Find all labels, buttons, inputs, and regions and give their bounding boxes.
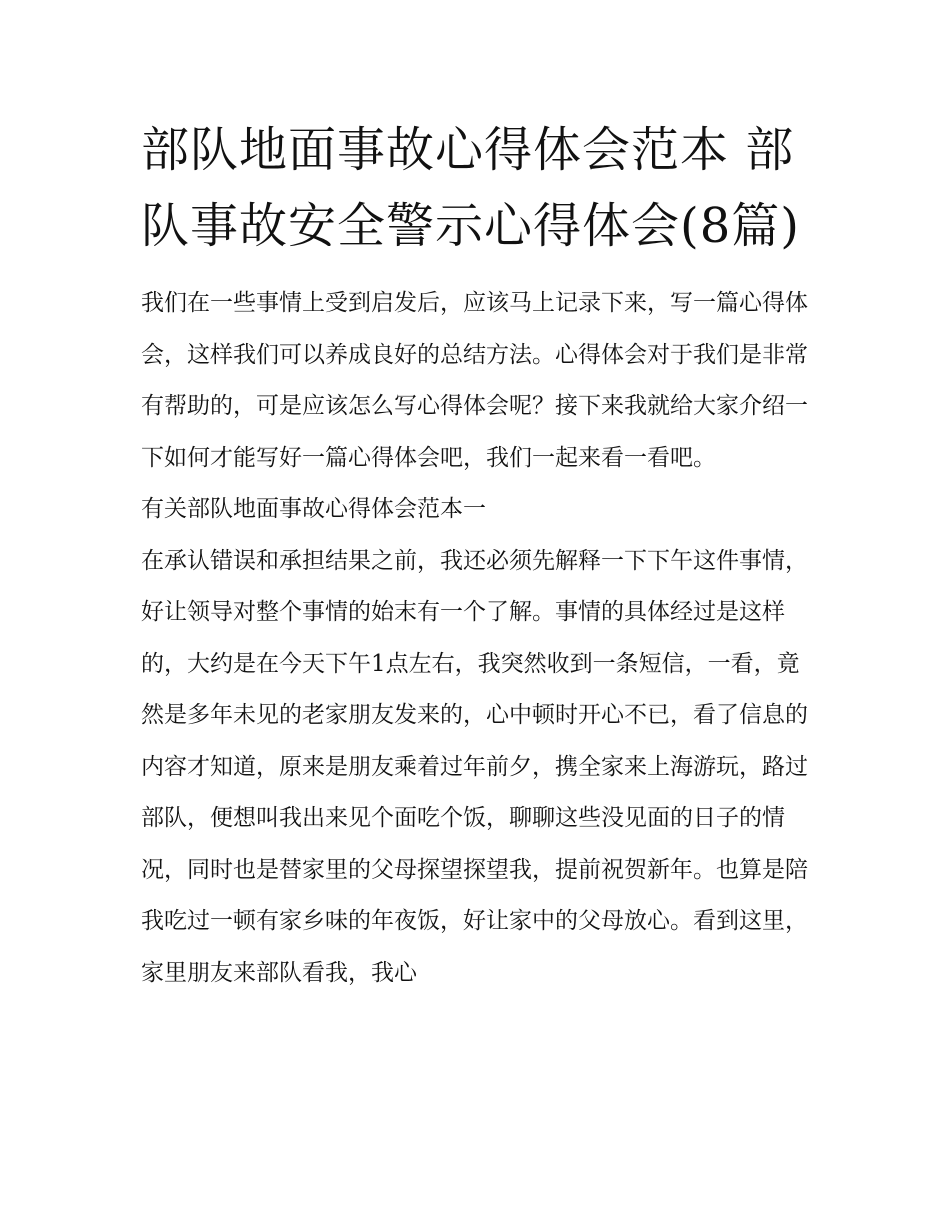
section-heading: 有关部队地面事故心得体会范本一	[141, 496, 486, 522]
document-content	[141, 112, 813, 999]
intro-paragraph: 我们在一些事情上受到启发后，应该马上记录下来，写一篇心得体会，这样我们可以养成良好的总结方法。心得体会对于我们是非常有帮助的，可是应该怎么写心得体会呢？接下来我就给大家介绍一下如何才能写好一篇心得体会吧，我们一起来看一看吧。	[141, 290, 808, 471]
document-title: 部队地面事故心得体会范本 部队事故安全警示心得体会(8篇)	[141, 122, 800, 254]
body-paragraph: 在承认错误和承担结果之前，我还必须先解释一下下午这件事情，好让领导对整个事情的始末有一个了解。事情的具体经过是这样的，大约是在今天下午1点左右，我突然收到一条短信，一看，竟然是多年未见的老家朋友发来的，心中顿时开心不已，看了信息的内容才知道，原来是朋友乘着过年前夕，携全家来上海游玩，路过部队，便想叫我出来见个面吃个饭，聊聊这些没见面的日子的情况，同时也是替家里的父母探望探望我，提前祝贺新年。也算是陪我吃过一顿有家乡味的年夜饭，好让家中的父母放心。看到这里，家里朋友来部队看我，我心	[141, 547, 808, 986]
